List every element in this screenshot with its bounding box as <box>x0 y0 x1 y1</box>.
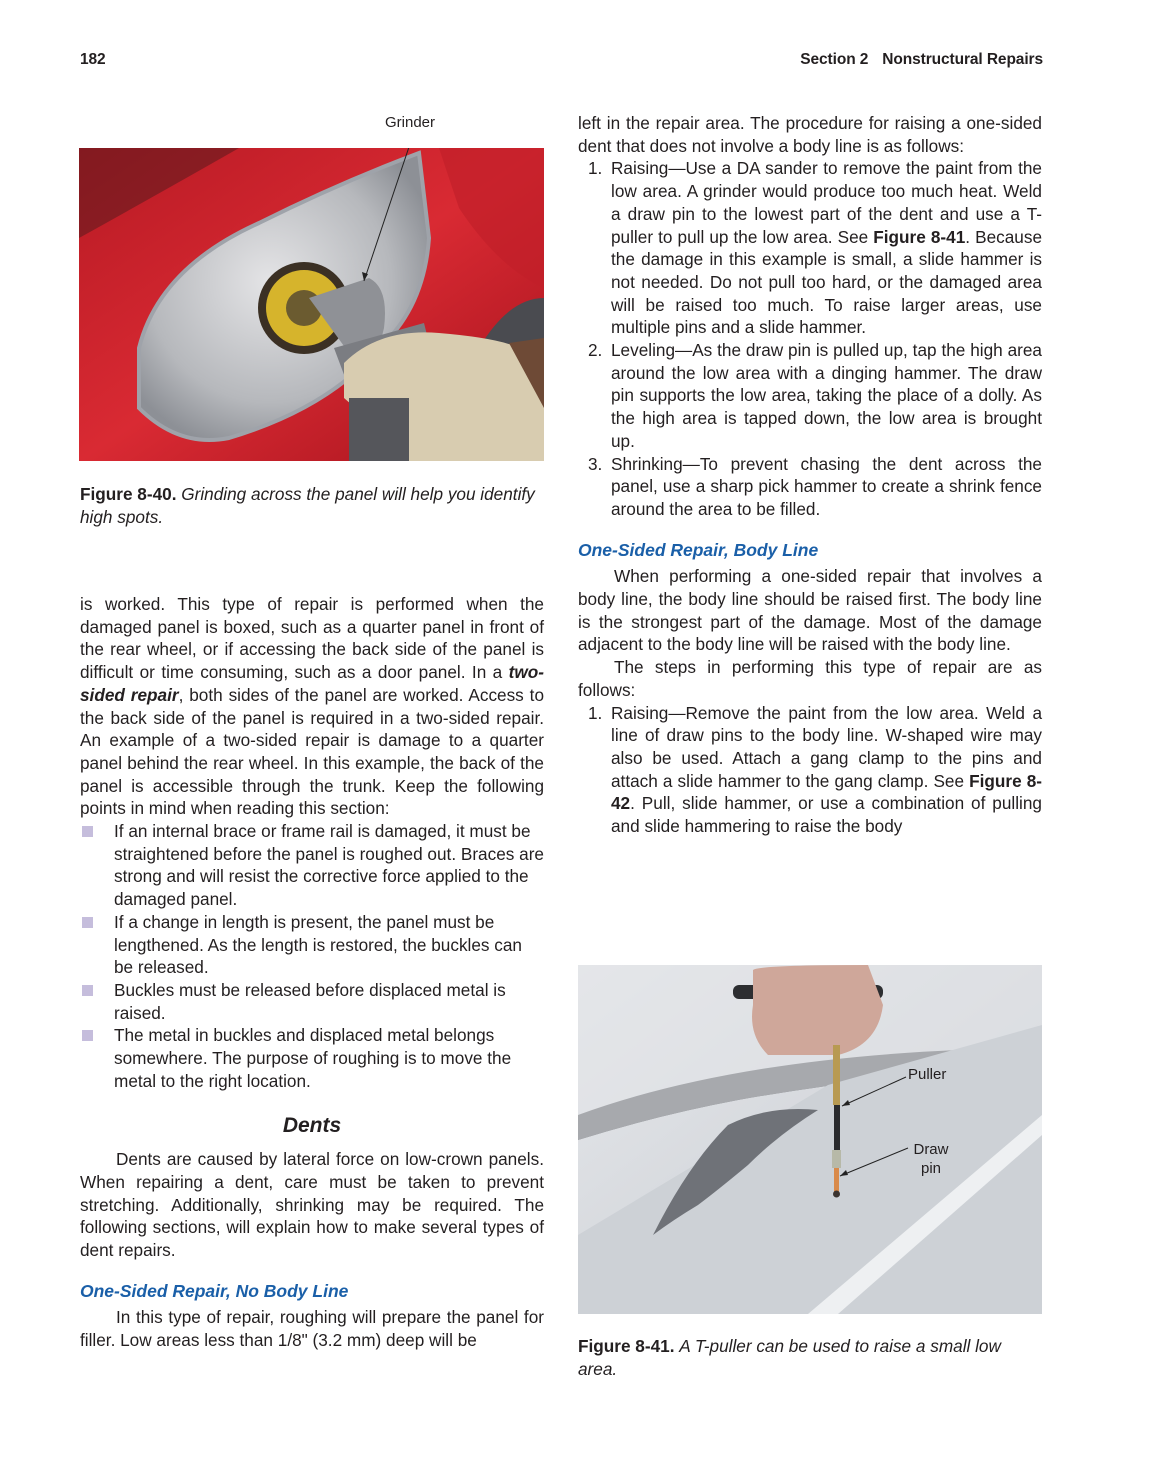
grinder-photo-illustration <box>79 148 544 461</box>
figure-8-41-label: Figure 8-41. <box>578 1336 675 1356</box>
step-raising: 1. Raising—Use a DA sander to remove the paint from the low area. A grinder would produce too much heat. Weld a draw pin to the lowest part of the dent and use a T-puller to pull up the low area. See Figure 8-41. Because the damage in this example is small, a slide hammer is not needed. Do not pull too hard, or the damaged area will be raised too much. To raise larger areas, use multiple pins and a slide hammer. <box>588 158 1042 338</box>
subhead-no-body-line: One-Sided Repair, No Body Line <box>80 1280 349 1301</box>
dents-paragraph: Dents are caused by lateral force on low-crown panels. When repairing a dent, care must be taken to prevent stretching. Additionally, shrinking may be required. The following sections, will explain how to make several types of dent repairs. <box>80 1149 544 1260</box>
figure-8-40-photo <box>79 148 544 461</box>
bullet-list <box>80 820 544 1092</box>
body-line-paragraph: When performing a one-sided repair that involves a body line, the body line should be raised first. The body line is the strongest part of the damage. Most of the damage adjacent to the body line will be raised with the body line. <box>578 566 1042 655</box>
bullet-item: If a change in length is present, the panel must be lengthened. As the length is restored, the buckles can be released. <box>80 911 544 979</box>
body-line-steps <box>578 702 1042 838</box>
subhead-body-line: One-Sided Repair, Body Line <box>578 539 819 560</box>
section-number: Section 2 <box>800 51 869 68</box>
grinder-callout-label: Grinder <box>385 114 436 131</box>
step-shrinking: 3. Shrinking—To prevent chasing the dent across the panel, use a sharp pick hammer to create a shrink fence around the area to be filled. <box>588 453 1042 519</box>
bullet-item: Buckles must be released before displaced metal is raised. <box>80 979 544 1024</box>
page-number: 182 <box>80 51 106 68</box>
procedure-intro: left in the repair area. The procedure for raising a one-sided dent that does not involve a body line is as follows: <box>578 113 1042 156</box>
no-body-line-paragraph: In this type of repair, roughing will prepare the panel for filler. Low areas less than 1/8" (3.2 mm) deep will be <box>80 1307 544 1351</box>
two-sided-repair-paragraph <box>80 593 544 820</box>
figure-8-41-photo <box>578 965 1042 1314</box>
paragraph-text: , both sides of the panel are worked. Access to the back side of the panel is required in a two-sided repair. An example of a two-sided repair is damage to a quarter panel behind the rear wheel. In this example, the back of the panel is accessible through the trunk. Keep the following points in mind when reading this section: <box>80 684 545 819</box>
figure-8-41-caption-text: A T-puller can be used to raise a small low area. <box>578 1336 1001 1379</box>
paragraph-text: is worked. This type of repair is performed when the damaged panel is boxed, such as a quarter panel in front of the rear wheel, or if accessing the back side of the panel is difficult or time consuming, such as a door panel. In a <box>80 594 544 683</box>
figure-reference-8-41: Figure 8-41 <box>873 226 966 247</box>
figure-8-40-label: Figure 8-40. <box>80 484 177 504</box>
left-column <box>80 593 544 1352</box>
figure-8-41-caption <box>578 1335 1038 1380</box>
right-column <box>578 112 1042 838</box>
bullet-item: The metal in buckles and displaced metal belongs somewhere. The purpose of roughing is to move the metal to the right location. <box>80 1024 544 1092</box>
square-bullet-icon <box>82 917 93 928</box>
square-bullet-icon <box>82 1030 93 1041</box>
no-body-line-steps <box>578 157 1042 520</box>
figure-8-40-caption <box>80 483 540 528</box>
figure-reference-8-42: Figure 8-42 <box>611 770 1042 814</box>
key-term-two-sided-repair: two-sided repair <box>80 662 544 705</box>
step-leveling: 2. Leveling—As the draw pin is pulled up, tap the high area around the low area with a dinging hammer. The draw pin supports the low area, taking the place of a dolly. As the high area is tapped down, the low area is brought up. <box>588 340 1042 451</box>
figure-8-40-caption-text: Grinding across the panel will help you identify high spots. <box>80 484 535 527</box>
running-header <box>800 51 1043 69</box>
dents-heading: Dents <box>282 1114 342 1138</box>
body-line-steps-intro: The steps in performing this type of repair are as follows: <box>578 657 1042 700</box>
section-title: Nonstructural Repairs <box>882 51 1043 68</box>
t-puller-photo-illustration <box>578 965 1042 1314</box>
step-raising-body-line: 1. Raising—Remove the paint from the low area. Weld a line of draw pins to the body line. W-shaped wire may also be used. Attach a gang clamp to the pins and attach a slide hammer to the gang clamp. See Figure 8-42. Pull, slide hammer, or use a combination of pulling and slide hammering to raise the body <box>588 702 1042 837</box>
square-bullet-icon <box>82 826 93 837</box>
bullet-item: If an internal brace or frame rail is damaged, it must be straightened before the panel is roughed out. Braces are strong and will resist the corrective force applied to the damaged panel. <box>80 820 544 911</box>
draw-pin-callout-label: Draw pin <box>913 1141 949 1177</box>
puller-callout-label: Puller <box>908 1066 947 1083</box>
square-bullet-icon <box>82 985 93 996</box>
